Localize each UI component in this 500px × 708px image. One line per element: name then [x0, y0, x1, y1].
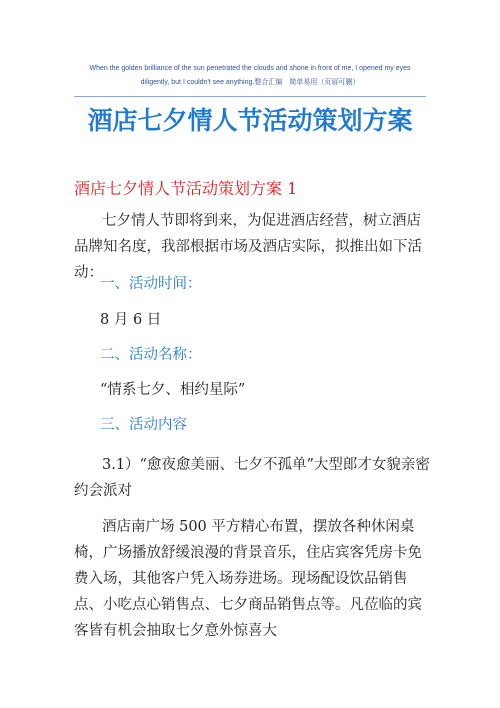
section-3-heading: 三、活动内容: [100, 417, 187, 433]
intro-paragraph: 七夕情人节即将到来，为促进酒店经营，树立酒店品牌知名度，我部根据市场及酒店实际，拟推出如下活动：: [74, 213, 422, 281]
activity-item-1: 3.1）“愈夜愈美丽、七夕不孤单”大型郎才女貌亲密约会派对: [74, 457, 430, 499]
event-name: “情系七夕、相约星际”: [100, 382, 246, 398]
document-title: 酒店七夕情人节活动策划方案: [87, 106, 413, 135]
header-line-2: diligently, but I couldn't see anything.整合汇编 简单易用（页眉可删）: [140, 79, 360, 86]
header-line-1: When the golden brilliance of the sun penetrated the clouds and shone in front of me, I opened my eyes: [89, 65, 411, 72]
page-header: [40, 62, 460, 90]
section-2-heading: 二、活动名称：: [100, 347, 202, 363]
activity-item-1-description: 酒店南广场 500 平方精心布置，摆放各种休闲桌椅，广场播放舒缓浪漫的背景音乐，住店宾客凭房卡免费入场，其他客户凭入场券进场。现场配设饮品销售点、小吃点心销售点、七夕商品销售点等。凡莅临的宾客皆有机会抽取七夕意外惊喜大: [74, 519, 422, 639]
plan-subtitle: 酒店七夕情人节活动策划方案 1: [74, 179, 298, 198]
header-divider: [74, 96, 426, 97]
event-date: 8 月 6 日: [100, 312, 162, 328]
section-1-heading: 一、活动时间：: [100, 276, 202, 292]
